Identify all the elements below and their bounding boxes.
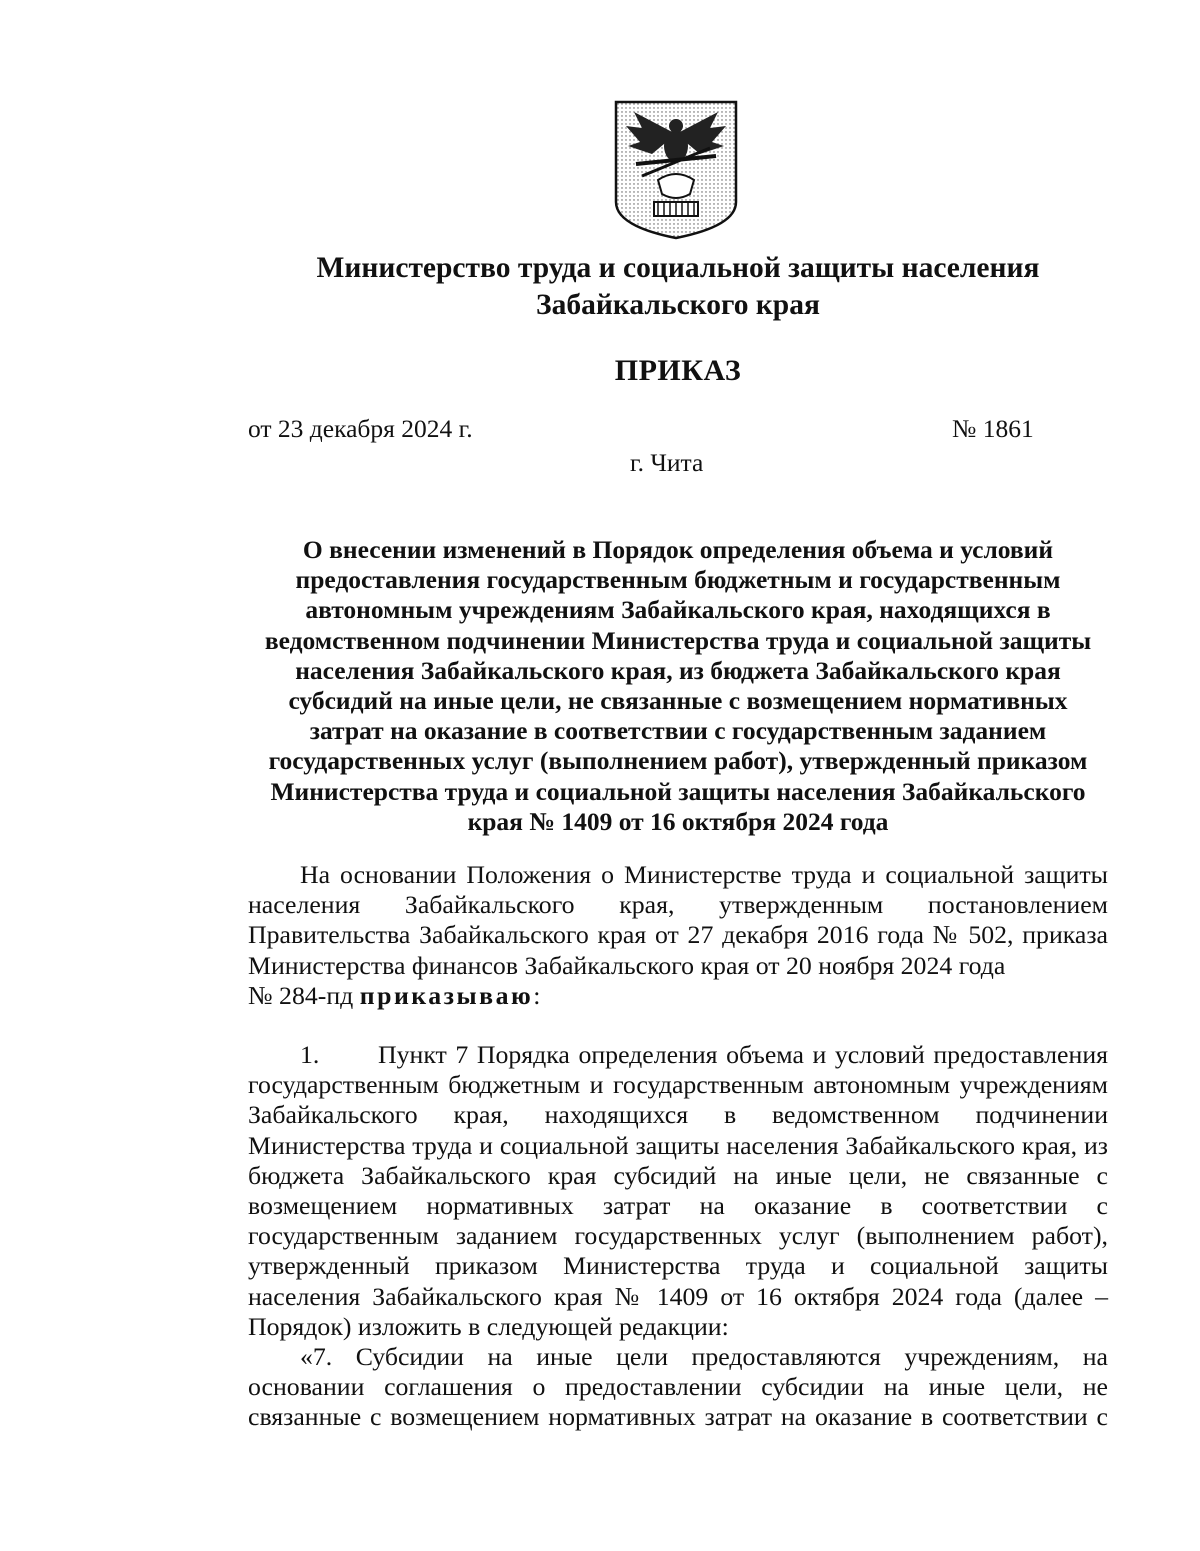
basis-line: На основании Положения о Министерстве труда и социальной защиты <box>300 860 1108 889</box>
item-1-last-line: Порядок) изложить в следующей редакции: <box>248 1311 729 1341</box>
ministry-name-line-1: Министерство труда и социальной защиты населения <box>316 252 1040 284</box>
basis-order-ref: № 284-пд <box>248 980 360 1010</box>
item-1-line: населения Забайкальского края № 1409 от 16 октября 2024 года (далее – <box>248 1281 1108 1311</box>
ministry-name <box>250 250 1106 324</box>
basis-line: населения Забайкальского края, утвержденным постановлением <box>248 890 1108 920</box>
order-date: от 23 декабря 2024 г. <box>248 414 473 443</box>
basis-line-last <box>248 981 1108 1011</box>
subject-line: государственных услуг (выполнением работ), утвержденный приказом <box>268 746 1088 776</box>
order-city: г. Чита <box>630 448 704 477</box>
item-1-line: Забайкальского края, находящихся в ведомственном подчинении <box>248 1100 1108 1130</box>
item-1-first-line <box>248 1040 1108 1070</box>
subject-line: края № 1409 от 16 октября 2024 года <box>467 806 889 836</box>
coat-of-arms-emblem <box>612 98 740 242</box>
basis-line: Министерства финансов Забайкальского края от 20 ноября 2024 года <box>248 950 1006 980</box>
item-1-line: возмещением нормативных затрат на оказание в соответствии с <box>248 1191 1108 1221</box>
subject-line: автономным учреждениям Забайкальского края, находящихся в <box>305 595 1051 625</box>
item-1-line: бюджета Забайкальского края субсидий на иные цели, не связанные с <box>248 1160 1108 1190</box>
quoted-text-line: связанные с возмещением нормативных затрат на оказание в соответствии с <box>248 1402 1108 1432</box>
item-1-line: государственным бюджетным и государственным автономным учреждениям <box>248 1070 1108 1100</box>
basis-line: Правительства Забайкальского края от 27 декабря 2016 года № 502, приказа <box>248 920 1108 950</box>
subject-line: затрат на оказание в соответствии с государственным заданием <box>309 716 1047 746</box>
subject-line: субсидий на иные цели, не связанные с возмещением нормативных <box>288 686 1068 716</box>
subject-line: ведомственном подчинении Министерства труда и социальной защиты <box>264 625 1092 655</box>
basis-colon: : <box>533 980 541 1010</box>
order-subject-heading <box>250 535 1106 837</box>
quoted-text-line: основании соглашения о предоставлении субсидии на иные цели, не <box>248 1372 1108 1402</box>
item-1-paragraph <box>248 1040 1108 1433</box>
subject-line: О внесении изменений в Порядок определения объема и условий <box>302 535 1054 564</box>
item-1-line: Министерства труда и социальной защиты населения Забайкальского края, из <box>248 1130 1108 1160</box>
item-1-line: государственным заданием государственных услуг (выполнением работ), <box>248 1221 1108 1251</box>
item-1-line: утвержденный приказом Министерства труда и социальной защиты <box>248 1251 1108 1281</box>
item-1-first-text: Пункт 7 Порядка определения объема и условий предоставления <box>378 1040 1108 1069</box>
subject-line: Министерства труда и социальной защиты населения Забайкальского <box>270 776 1086 806</box>
order-keyword: приказываю <box>359 980 534 1010</box>
order-number: № 1861 <box>952 414 1034 443</box>
item-number: 1. <box>300 1040 320 1069</box>
document-type-title: ПРИКАЗ <box>614 354 742 387</box>
subject-line: предоставления государственным бюджетным и государственным <box>295 565 1061 595</box>
basis-paragraph <box>248 860 1108 1011</box>
subject-line: населения Забайкальского края, из бюджета Забайкальского края <box>295 655 1061 685</box>
ministry-name-line-2: Забайкальского края <box>536 289 820 321</box>
quoted-text-line: «7. Субсидии на иные цели предоставляются учреждениям, на <box>300 1342 1108 1372</box>
